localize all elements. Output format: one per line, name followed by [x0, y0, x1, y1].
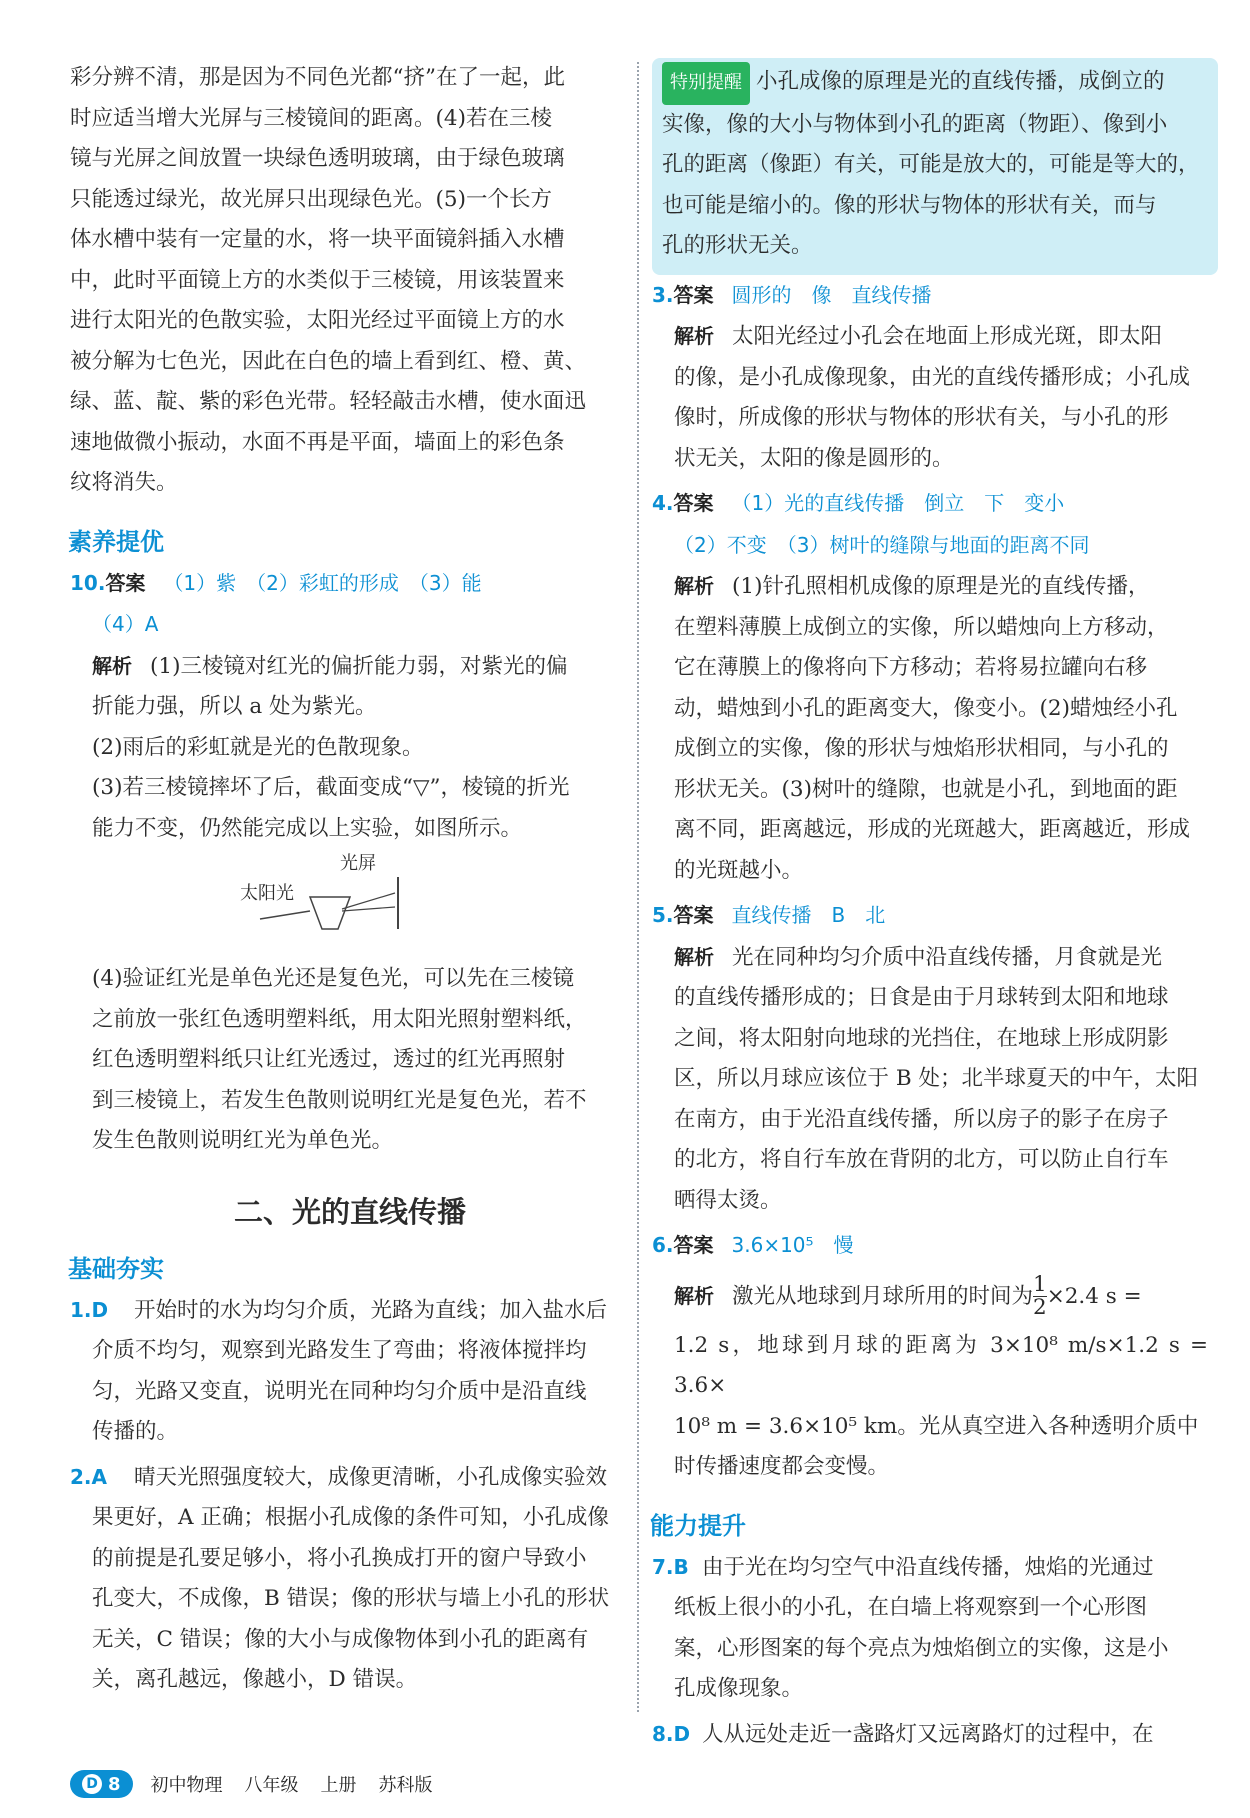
text-line: 时传播速度都会变慢。: [674, 1454, 890, 1479]
question-number: 1.D: [70, 1297, 109, 1322]
text-line: 小孔成像的原理是光的直线传播，成倒立的: [756, 69, 1165, 94]
explain-label: 解析: [92, 653, 132, 678]
text-line: 匀，光路又变直，说明光在同种均匀介质中是沿直线: [92, 1378, 587, 1404]
answer-label: 答案: [105, 570, 146, 595]
question-10: [70, 563, 630, 1162]
text-line: 的北方，将自行车放在背阴的北方，可以防止自行车: [674, 1147, 1169, 1172]
section-title: 能力提升: [650, 1511, 746, 1540]
text-line: 之间，将太阳射向地球的光挡住，在地球上形成阴影: [674, 1025, 1169, 1051]
text-line: 果更好，A 正确；根据小孔成像的条件可知，小孔成像: [92, 1505, 609, 1530]
explain-label: 解析: [674, 1283, 714, 1308]
text-line: 激光从地球到月球所用的时间为: [732, 1283, 1034, 1309]
text-line: 人从远处走近一盏路灯又远离路灯的过程中，在: [702, 1721, 1154, 1747]
question-5: [652, 895, 1208, 1221]
explain-label: 解析: [674, 574, 714, 598]
question-8: [652, 1714, 1208, 1756]
text-line: 案，心形图案的每个亮点为烛焰倒立的实像，这是小: [674, 1635, 1169, 1661]
text-line: 10⁸ m = 3.6×10⁵ km。光从真空进入各种透明介质中: [674, 1413, 1199, 1439]
text-line: 红色透明塑料纸只让红光透过，透过的红光再照射: [92, 1047, 566, 1072]
answer-text: 直线传播 B 北: [731, 903, 886, 927]
text-line: 它在薄膜上的像将向下方移动；若将易拉罐向右移: [674, 655, 1148, 680]
text-line: 实像，像的大小与物体到小孔的距离（物距）、像到小: [662, 111, 1168, 137]
text-line: 纹将消失。: [70, 470, 178, 495]
answer-text: （4）A: [92, 612, 159, 636]
text-line: 折能力强，所以 a 处为紫光。: [92, 694, 377, 719]
footer-grade: 八年级: [244, 1775, 299, 1796]
text-line: 离不同，距离越远，形成的光斑越大，距离越近，形成: [674, 817, 1191, 842]
question-number: 6.: [652, 1233, 674, 1257]
text-line: 进行太阳光的色散实验，太阳光经过平面镜上方的水: [70, 308, 565, 333]
screen-label: 光屏: [340, 853, 376, 874]
text-line: 由于光在均匀空气中沿直线传播，烛焰的光通过: [702, 1554, 1154, 1580]
answer-text: 3.6×10⁵ 慢: [731, 1233, 854, 1257]
text-line: 动，蜡烛到小孔的距离变大，像变小。(2)蜡烛经小孔: [674, 695, 1178, 721]
text-line: 镜与光屏之间放置一块绿色透明玻璃，由于绿色玻璃: [70, 146, 565, 171]
question-7: [652, 1547, 1208, 1710]
right-column: [652, 58, 1208, 1759]
answer-label: 答案: [673, 1233, 714, 1257]
explain-label: 解析: [674, 324, 714, 348]
text-line: (1)三棱镜对红光的偏折能力弱，对紫光的偏: [150, 653, 568, 679]
text-line: 1.2 s，地球到月球的距离为 3×10⁸ m/s×1.2 s = 3.6×: [674, 1332, 1208, 1398]
answer-text: 圆形的 像 直线传播: [731, 282, 932, 307]
question-number: 7.B: [652, 1554, 689, 1579]
intro-paragraph: [70, 58, 630, 504]
text-line: 发生色散则说明红光为单色光。: [92, 1128, 394, 1153]
left-column: [70, 58, 630, 1705]
text-line: 也可能是缩小的。像的形状与物体的形状有关，而与: [662, 192, 1157, 218]
question-1: [70, 1290, 630, 1453]
prism-diagram: [110, 849, 630, 959]
page-number: 8: [108, 1773, 121, 1795]
text-line: 时应适当增大光屏与三棱镜间的距离。(4)若在三棱: [70, 105, 552, 131]
text-line: 的直线传播形成的；日食是由于月球转到太阳和地球: [674, 985, 1169, 1010]
text-line: (3)若三棱镜摔坏了后，截面变成“▽”，棱镜的折光: [92, 775, 570, 800]
text-line: 只能透过绿光，故光屏只出现绿色光。(5)一个长方: [70, 186, 552, 212]
question-number: 4.: [652, 491, 674, 515]
text-line: 的像，是小孔成像现象，由光的直线传播形成；小孔成: [674, 364, 1191, 390]
answer-label: 答案: [673, 903, 714, 927]
text-line: 中，此时平面镜上方的水类似于三棱镜，用该装置来: [70, 267, 565, 293]
text-line: 开始时的水为均匀介质，光路为直线；加入盐水后: [134, 1297, 608, 1323]
question-number: 10.: [70, 570, 106, 595]
text-line: 彩分辨不清，那是因为不同色光都“挤”在了一起，此: [70, 65, 565, 90]
prism-figure: [110, 849, 490, 959]
text-line: 绿、蓝、靛、紫的彩色光带。轻轻敲击水槽，使水面迅: [70, 389, 587, 414]
text-line: 孔成像现象。: [674, 1676, 804, 1701]
answer-label: 答案: [673, 282, 714, 307]
footer-subject: 初中物理: [150, 1775, 223, 1796]
text-line: 晒得太烫。: [674, 1187, 782, 1213]
text-line: 的光斑越小。: [674, 857, 804, 883]
text-line: 太阳光经过小孔会在地面上形成光斑，即太阳: [732, 324, 1163, 349]
text-line: 之前放一张红色透明塑料纸，用太阳光照射塑料纸，: [92, 1006, 587, 1032]
text-line: 成倒立的实像，像的形状与烛焰形状相同，与小孔的: [674, 736, 1169, 761]
text-line: 体水槽中装有一定量的水，将一块平面镜斜插入水槽: [70, 227, 565, 252]
sunlight-label: 太阳光: [240, 883, 294, 904]
text-line: 被分解为七色光，因此在白色的墙上看到红、橙、黄、: [70, 348, 587, 374]
question-number: 8.D: [652, 1721, 691, 1746]
section-title: 基础夯实: [68, 1254, 164, 1283]
badge-letter: D: [82, 1774, 102, 1794]
question-6: [652, 1225, 1208, 1488]
section-title: 素养提优: [68, 527, 164, 556]
tip-badge: 特别提醒: [662, 62, 750, 105]
answer-text: （2）不变 （3）树叶的缝隙与地面的距离不同: [674, 532, 1090, 557]
tip-box: [652, 58, 1218, 275]
text-line: 关，离孔越远，像越小，D 错误。: [92, 1667, 418, 1692]
text-line: 在塑料薄膜上成倒立的实像，所以蜡烛向上方移动，: [674, 614, 1169, 640]
text-line: (4)验证红光是单色光还是复色光，可以先在三棱镜: [92, 966, 574, 991]
text-line: 速地做微小振动，水面不再是平面，墙面上的彩色条: [70, 429, 565, 455]
footer-volume: 上册: [320, 1775, 357, 1796]
text-line: 形状无关。(3)树叶的缝隙，也就是小孔，到地面的距: [674, 776, 1178, 802]
text-line: 孔变大，不成像，B 错误；像的形状与墙上小孔的形状: [92, 1586, 610, 1611]
answer-text: （1）光的直线传播 倒立 下 变小: [731, 491, 1065, 515]
fraction-denominator: 2: [1033, 1295, 1047, 1320]
question-number: 5.: [652, 903, 674, 927]
text-line: 能力不变，仍然能完成以上实验，如图所示。: [92, 815, 523, 841]
page-number-badge: [70, 1770, 133, 1798]
fraction: [1033, 1274, 1047, 1319]
text-line: 在南方，由于光沿直线传播，所以房子的影子在房子: [674, 1106, 1169, 1132]
column-divider: [637, 62, 639, 1712]
fraction-numerator: 1: [1033, 1272, 1047, 1297]
text-line: 的前提是孔要足够小，将小孔换成打开的窗户导致小: [92, 1545, 587, 1571]
answer-text: （1）紫 （2）彩虹的形成 （3）能: [163, 570, 482, 595]
explain-label: 解析: [674, 944, 714, 969]
text-line: (1)针孔照相机成像的原理是光的直线传播，: [732, 574, 1150, 599]
page-footer: [70, 1770, 455, 1798]
footer-edition: 苏科版: [378, 1775, 433, 1796]
text-line: 区，所以月球应该位于 B 处；北半球夏天的中午，太阳: [674, 1066, 1198, 1091]
text-line: 光在同种均匀介质中沿直线传播，月食就是光: [732, 944, 1163, 970]
answer-label: 答案: [673, 491, 714, 515]
text-line: 到三棱镜上，若发生色散则说明红光是复色光，若不: [92, 1087, 587, 1113]
text-line: 像时，所成像的形状与物体的形状有关，与小孔的形: [674, 405, 1169, 430]
text-line: 传播的。: [92, 1419, 179, 1444]
question-number: 3.: [652, 282, 674, 307]
text-line: 孔的形状无关。: [662, 233, 813, 258]
question-2: [70, 1457, 630, 1701]
text-line: ×2.4 s =: [1046, 1283, 1142, 1309]
text-line: 无关，C 错误；像的大小与成像物体到小孔的距离有: [92, 1626, 589, 1652]
chapter-heading: 二、光的直线传播: [233, 1194, 466, 1229]
question-number: 2.A: [70, 1464, 107, 1489]
text-line: 介质不均匀，观察到光路发生了弯曲；将液体搅拌均: [92, 1338, 587, 1363]
text-line: 孔的距离（像距）有关，可能是放大的，可能是等大的，: [662, 152, 1200, 177]
question-4: [652, 483, 1208, 891]
question-3: [652, 275, 1208, 480]
text-line: (2)雨后的彩虹就是光的色散现象。: [92, 734, 424, 760]
text-line: 纸板上很小的小孔，在白墙上将观察到一个心形图: [674, 1595, 1148, 1620]
text-line: 晴天光照强度较大，成像更清晰，小孔成像实验效: [134, 1464, 608, 1490]
text-line: 状无关，太阳的像是圆形的。: [674, 445, 954, 471]
